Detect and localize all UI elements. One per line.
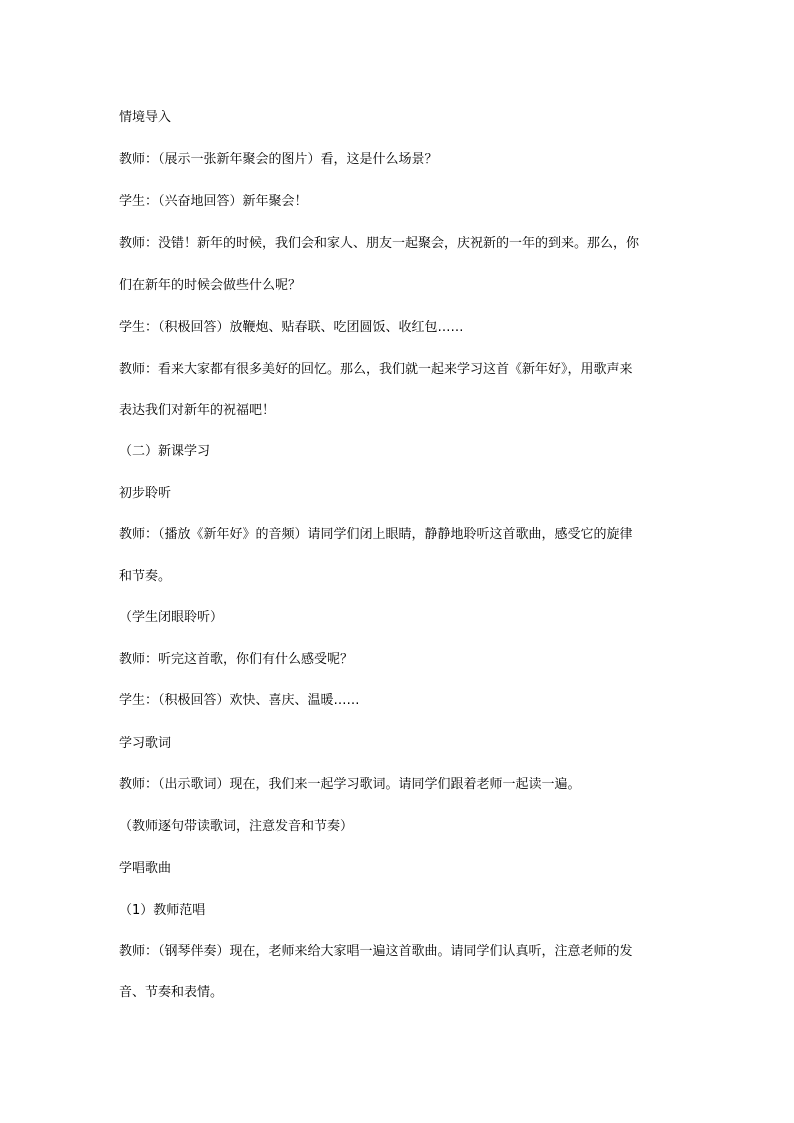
dialogue-line: 学生：（积极回答）欢快、喜庆、温暖…… — [119, 693, 360, 708]
dialogue-line: 教师：（播放《新年好》的音频）请同学们闭上眼睛，静静地聆听这首歌曲，感受它的旋律 — [119, 527, 633, 542]
dialogue-line: 教师：（出示歌词）现在，我们来一起学习歌词。请同学们跟着老师一起读一遍。 — [119, 777, 581, 792]
dialogue-line: 学生：（积极回答）放鞭炮、贴春联、吃团圆饭、收红包…… — [119, 320, 464, 335]
dialogue-line: 教师：（展示一张新年聚会的图片）看，这是什么场景？ — [119, 152, 438, 167]
section-heading-situation-intro: 情境导入 — [119, 110, 172, 125]
dialogue-line: 教师：看来大家都有很多美好的回忆。那么，我们就一起来学习这首《新年好》，用歌声来 — [119, 362, 633, 377]
stage-direction: （学生闭眼聆听） — [119, 610, 224, 625]
dialogue-line: 教师：没错！新年的时候，我们会和家人、朋友一起聚会，庆祝新的一年的到来。那么，你 — [119, 236, 640, 251]
stage-direction: （教师逐句带读歌词，注意发音和节奏） — [119, 819, 354, 834]
subsection-heading-learn-lyrics: 学习歌词 — [119, 736, 172, 751]
dialogue-line-continued: 音、节奏和表情。 — [119, 985, 224, 1000]
dialogue-line-continued: 们在新年的时候会做些什么呢？ — [119, 278, 302, 293]
dialogue-line: 教师：听完这首歌，你们有什么感受呢？ — [119, 652, 354, 667]
subsection-heading-first-listening: 初步聆听 — [119, 486, 172, 501]
dialogue-line-continued: 和节奏。 — [119, 569, 172, 584]
dialogue-line-continued: 表达我们对新年的祝福吧！ — [119, 403, 276, 418]
numbered-item-teacher-demo: （1）教师范唱 — [119, 903, 206, 918]
dialogue-line: 学生：（兴奋地回答）新年聚会！ — [119, 194, 308, 209]
subsection-heading-learn-singing: 学唱歌曲 — [119, 861, 172, 876]
section-heading-new-lesson: （二）新课学习 — [119, 444, 211, 459]
dialogue-line: 教师：（钢琴伴奏）现在，老师来给大家唱一遍这首歌曲。请同学们认真听，注意老师的发 — [119, 944, 633, 959]
